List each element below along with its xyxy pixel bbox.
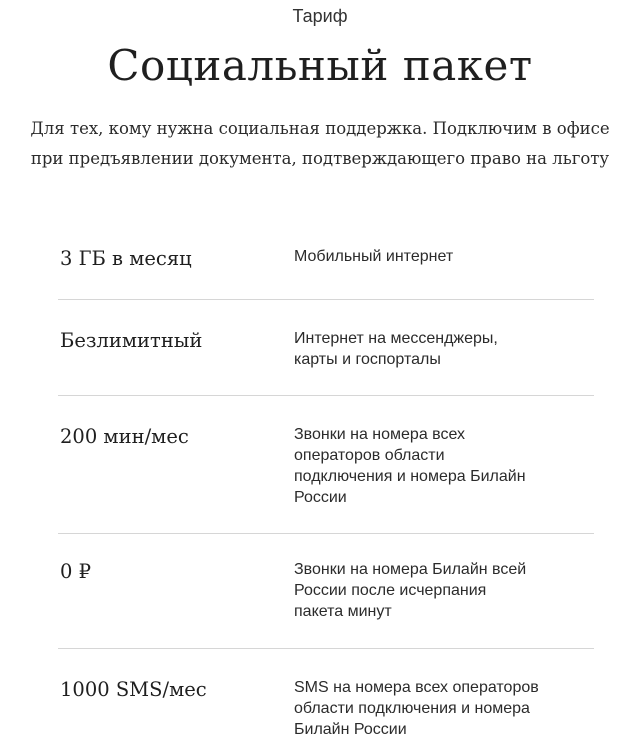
feature-label-line: Звонки на номера Билайн всей [294,561,527,578]
feature-value: 0 ₽ [60,560,92,583]
feature-label-line: области подключения и номера [294,700,530,717]
tariff-title: Социальный пакет [107,41,533,90]
feature-label-line: Звонки на номера всех [294,426,466,443]
feature-label-line: Интернет на мессенджеры, [294,330,498,347]
tariff-description-line: при предъявлении документа, подтверждающего право на льготу [30,149,610,168]
feature-label-line: подключения и номера Билайн [294,468,526,485]
feature-label-line: карты и госпорталы [294,351,441,368]
feature-value: 3 ГБ в месяц [60,247,192,270]
feature-label [294,677,594,740]
feature-label [294,328,594,370]
feature-label-line: России после исчерпания [294,582,487,599]
feature-divider [58,533,594,534]
tariff-description-line: Для тех, кому нужна социальная поддержка. Подключим в офисе [30,119,610,138]
feature-label [294,246,594,267]
feature-value: 200 мин/мес [60,425,189,448]
feature-label-line: операторов области [294,447,445,464]
feature-divider [58,648,594,649]
feature-label [294,559,594,622]
feature-divider [58,299,594,300]
feature-divider [58,395,594,396]
feature-label-line: SMS на номера всех операторов [294,679,539,696]
feature-label-line: пакета минут [294,603,392,620]
feature-label-line: России [294,489,347,506]
tariff-eyebrow: Тариф [292,6,348,26]
feature-value: 1000 SMS/мес [60,678,207,701]
feature-label [294,424,594,508]
feature-label-line: Мобильный интернет [294,248,454,265]
tariff-description [0,114,640,174]
feature-value: Безлимитный [60,329,203,352]
feature-label-line: Билайн России [294,721,407,738]
